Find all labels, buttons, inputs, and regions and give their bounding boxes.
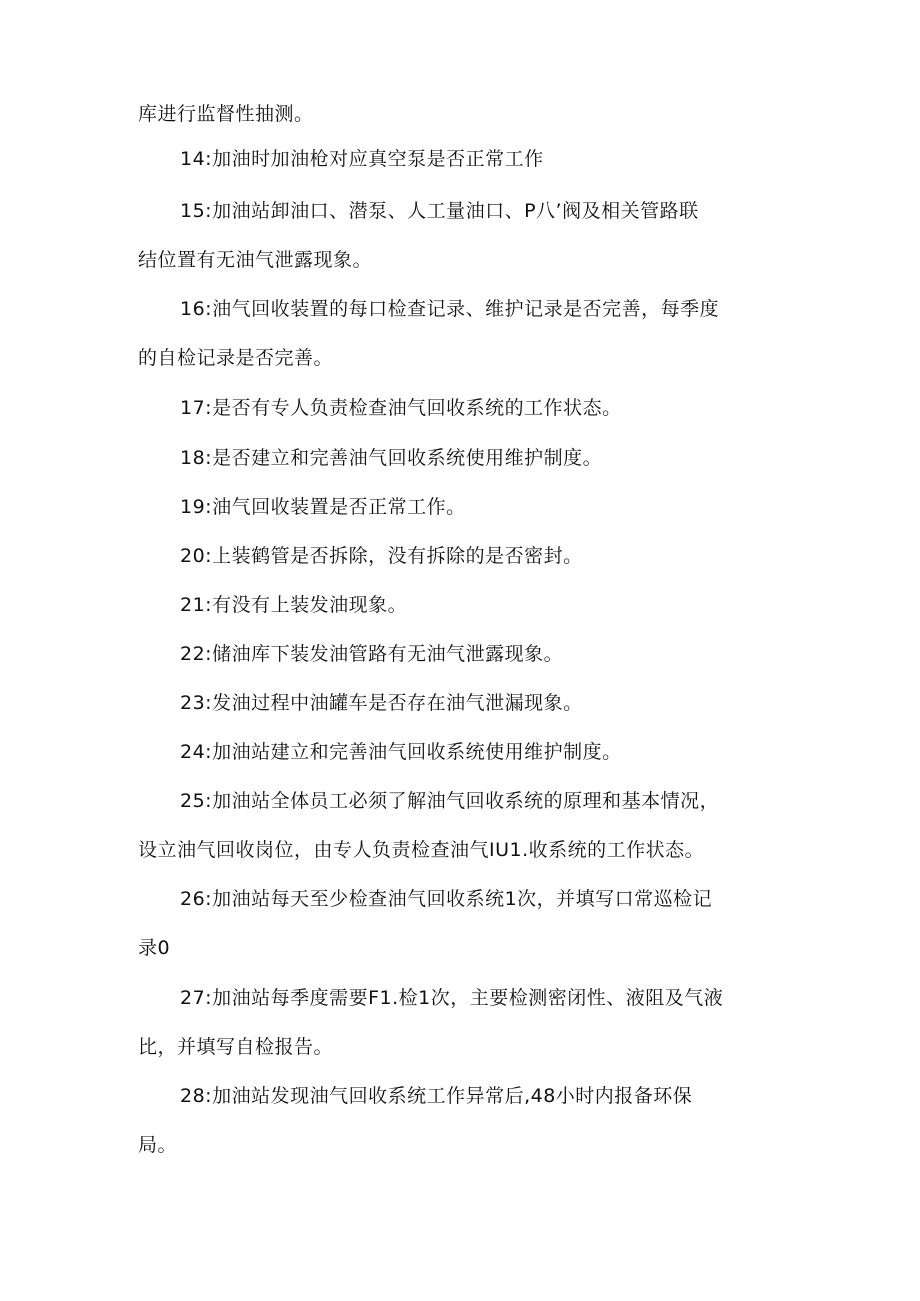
text-line: 的自检记录是否完善。 xyxy=(138,347,334,369)
text-line: 14:加油时加油枪对应真空泵是否正常工作 xyxy=(180,148,544,170)
text-line: 17:是否有专人负责检查油气回收系统的工作状态。 xyxy=(180,397,622,419)
text-line: 18:是否建立和完善油气回收系统使用维护制度。 xyxy=(180,447,603,469)
text-line: 27:加油站每季度需要F1.检1次，主要检测密闭性、液阻及气液 xyxy=(180,987,724,1009)
text-line: 设立油气回收岗位，由专人负责检查油气IU1.收系统的工作状态。 xyxy=(138,839,705,861)
text-line: 25:加油站全体员工必须了解油气回收系统的原理和基本情况， xyxy=(180,790,720,812)
text-line: 16:油气回收装置的每口检查记录、维护记录是否完善，每季度 xyxy=(180,298,720,320)
text-line: 23:发油过程中油罐车是否存在油气泄漏现象。 xyxy=(180,692,583,714)
text-line: 局。 xyxy=(138,1134,178,1156)
text-line: 22:储油库下装发油管路有无油气泄露现象。 xyxy=(180,643,564,665)
text-line: 录0 xyxy=(138,937,171,959)
text-line: 20:上装鹤管是否拆除，没有拆除的是否密封。 xyxy=(180,545,583,567)
text-line: 库进行监督性抽测。 xyxy=(138,103,314,125)
text-line: 结位置有无油气泄露现象。 xyxy=(138,249,373,271)
text-line: 15:加油站卸油口、潜泵、人工量油口、P八’阀及相关管路联 xyxy=(180,200,699,222)
text-line: 26:加油站每天至少检查油气回收系统1次，并填写口常巡检记 xyxy=(180,888,713,910)
text-line: 19:油气回收装置是否正常工作。 xyxy=(180,496,466,518)
text-line: 24:加油站建立和完善油气回收系统使用维护制度。 xyxy=(180,741,622,763)
text-line: 比，并填写自检报告。 xyxy=(138,1036,334,1058)
text-line: 21:有没有上装发油现象。 xyxy=(180,594,408,616)
text-line: 28:加油站发现油气回收系统工作异常后,48小时内报备环保 xyxy=(180,1085,693,1107)
